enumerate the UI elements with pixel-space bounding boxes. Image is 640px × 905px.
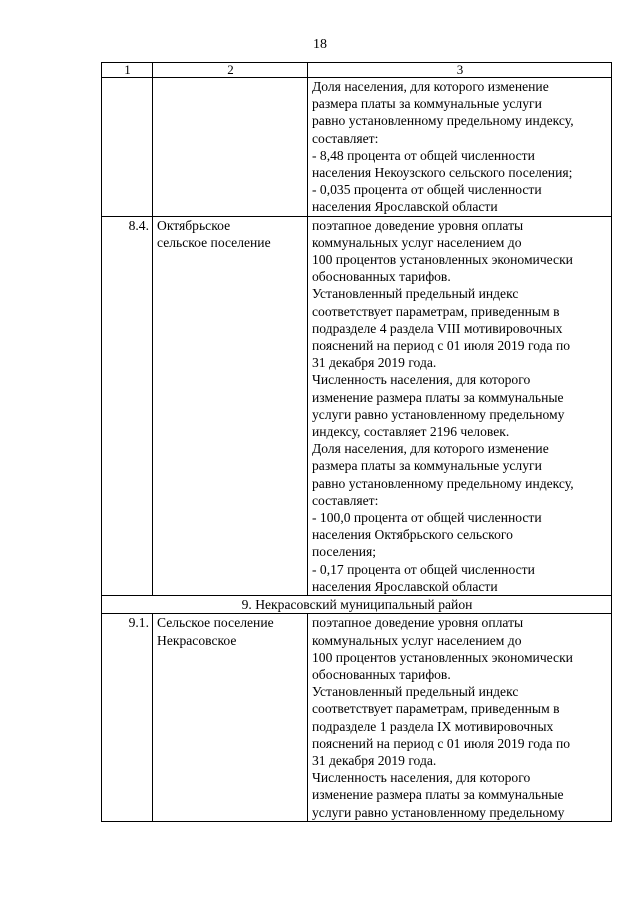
description-paragraph: Численность населения, для которого изменение размера платы за коммунальные услуги равно установленному предельному [312, 770, 565, 820]
tariff-table [101, 62, 612, 822]
column-header: 1 [102, 63, 153, 78]
section-title: 9. Некрасовский муниципальный район [102, 596, 612, 614]
description-paragraph: - 0,035 процента от общей численности населения Ярославской области [312, 182, 542, 215]
page-number: 18 [313, 37, 327, 52]
row-description [308, 78, 612, 217]
description-paragraph: Доля населения, для которого изменение размера платы за коммунальные услуги равно установленному предельному индексу, составляет: [312, 79, 574, 146]
row-number: 9.1. [102, 614, 153, 821]
description-paragraph: поэтапное доведение уровня оплаты коммунальных услуг населением до 100 процентов установленных экономически обоснованных тарифов. [312, 217, 573, 285]
description-paragraph: Установленный предельный индекс соответствует параметрам, приведенным в подразделе 1 раздела IX мотивировочных пояснений на период с 01 июля 2019 года по 31 декабря 2019 года. [312, 684, 571, 768]
description-paragraph: - 0,17 процента от общей численности населения Ярославской области [312, 561, 535, 594]
row-number [102, 78, 153, 217]
description-paragraph: Доля населения, для которого изменение размера платы за коммунальные услуги равно установленному предельному индексу, составляет: [312, 441, 574, 508]
description-paragraph: - 8,48 процента от общей численности населения Некоузского сельского поселения; [312, 147, 573, 181]
row-number: 8.4. [102, 216, 153, 595]
table-header-row [102, 63, 612, 78]
settlement-name: Сельское поселение Некрасовское [153, 614, 308, 821]
table-row [102, 216, 612, 595]
table-row [102, 614, 612, 821]
section-header-row [102, 596, 612, 614]
row-description [308, 614, 612, 821]
description-paragraph: - 100,0 процента от общей численности населения Октябрьского сельского поселения; [312, 510, 542, 560]
table-row [102, 78, 612, 217]
row-description [308, 216, 612, 595]
settlement-name: Октябрьское сельское поселение [153, 216, 308, 595]
description-paragraph: Установленный предельный индекс соответствует параметрам, приведенным в подразделе 4 раздела VIII мотивировочных пояснений на период с 01 июля 2019 года по 31 декабря 2019 года. [312, 286, 571, 371]
settlement-name [153, 78, 308, 217]
column-header: 3 [308, 63, 612, 78]
column-header: 2 [153, 63, 308, 78]
description-paragraph: поэтапное доведение уровня оплаты коммунальных услуг населением до 100 процентов установленных экономически обоснованных тарифов. [312, 615, 573, 682]
description-paragraph: Численность населения, для которого изменение размера платы за коммунальные услуги равно установленному предельному индексу, составляет 2196 человек. [312, 372, 565, 440]
